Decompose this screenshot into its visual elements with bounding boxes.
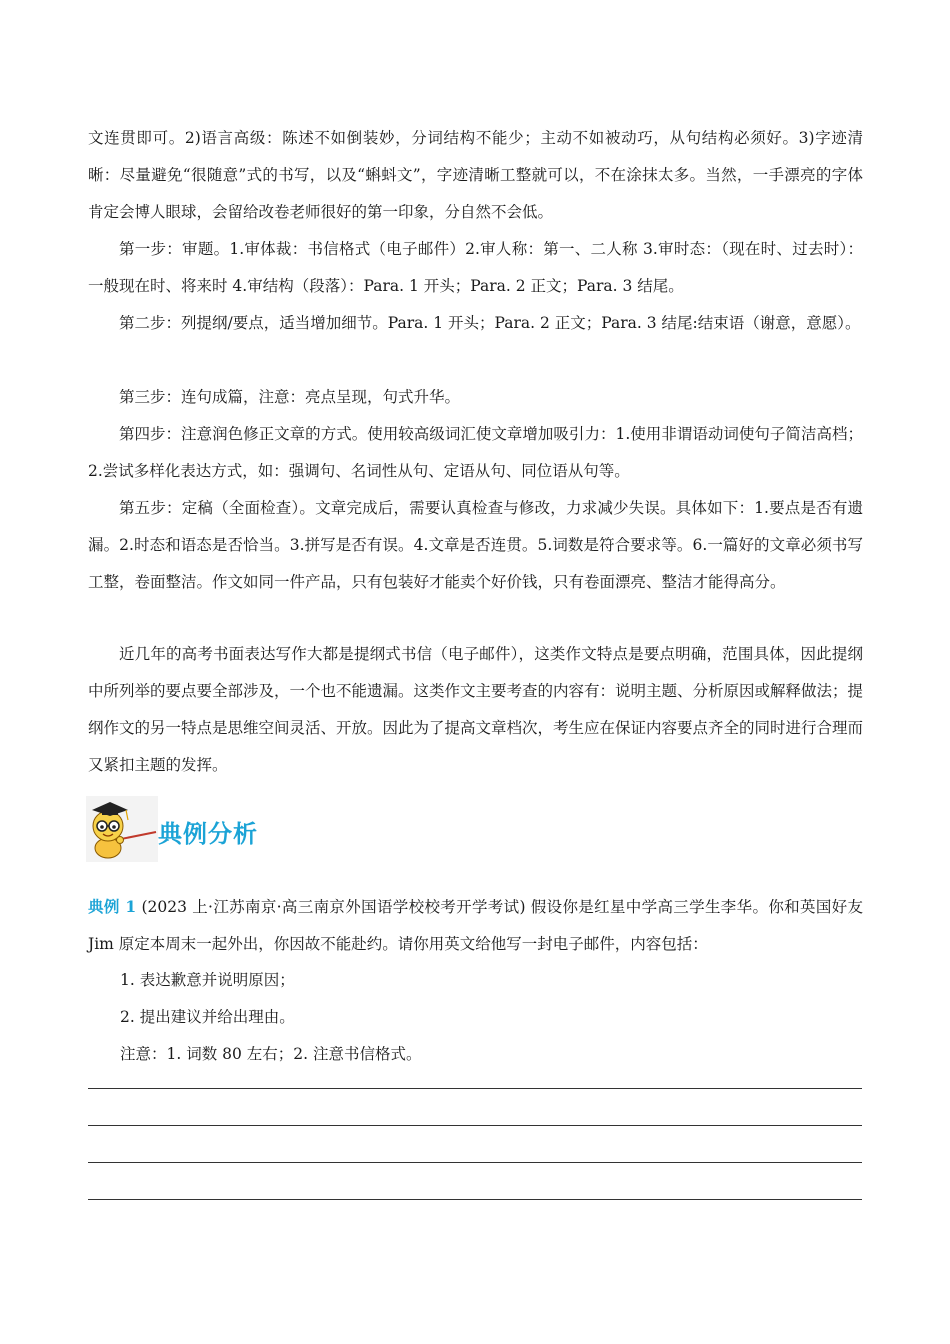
answer-line[interactable] — [88, 1199, 862, 1200]
example-text: (2023 上·江苏南京·高三南京外国语学校校考开学考试) 假设你是红星中学高三学生李华。你和英国好友 Jim 原定本周末一起外出，你因故不能赴约。请你用英文给他写一封电子邮件，内容包括： — [88, 898, 863, 953]
section-title: 典例分析 — [158, 820, 258, 848]
student-mascot-icon — [86, 796, 158, 862]
paragraph-step-three: 第三步：连句成篇，注意：亮点呈现，句式升华。 — [119, 388, 461, 406]
paragraph-step-four: 第四步：注意润色修正文章的方式。使用较高级词汇使文章增加吸引力：1.使用非谓语动词使句子简洁高档；2.尝试多样化表达方式，如：强调句、名词性从句、定语从句、同位语从句等。 — [88, 425, 863, 480]
paragraph-step-two: 第二步：列提纲/要点，适当增加细节。Para. 1 开头；Para. 2 正文；Para. 3 结尾:结束语（谢意，意愿）。 — [119, 314, 861, 332]
paragraph-writing-tips: 文连贯即可。2)语言高级：陈述不如倒装妙，分词结构不能少；主动不如被动巧，从句结构必须好。3)字迹清晰：尽量避免“很随意”式的书写，以及“蝌蚪文”，字迹清晰工整就可以，不在涂抹太多。当然，一手漂亮的字体肯定会博人眼球，会留给改卷老师很好的第一印象，分自然不会低。 — [88, 129, 863, 221]
paragraph-summary: 近几年的高考书面表达写作大都是提纲式书信（电子邮件），这类作文特点是要点明确，范围具体，因此提纲中所列举的要点要全部涉及，一个也不能遗漏。这类作文主要考查的内容有：说明主题、分析原因或解释做法；提纲作文的另一特点是思维空间灵活、开放。因此为了提高文章档次，考生应在保证内容要点齐全的同时进行合理而又紧扣主题的发挥。 — [88, 645, 864, 774]
example-note: 注意：1. 词数 80 左右；2. 注意书信格式。 — [120, 1045, 422, 1063]
example-question — [88, 888, 863, 963]
paragraph-step-five: 第五步：定稿（全面检查）。文章完成后，需要认真检查与修改，力求减少失误。具体如下：1.要点是否有遗漏。2.时态和语态是否恰当。3.拼写是否有误。4.文章是否连贯。5.词数是符合要求等。6.一篇好的文章必须书写工整，卷面整洁。作文如同一件产品，只有包装好才能卖个好价钱，只有卷面漂亮、整洁才能得高分。 — [88, 499, 863, 591]
answer-line[interactable] — [88, 1162, 862, 1163]
answer-line[interactable] — [88, 1088, 862, 1089]
paragraph-step-one: 第一步：审题。1.审体裁：书信格式（电子邮件）2.审人称：第一、二人称 3.审时态：（现在时、过去时）：一般现在时、将来时 4.审结构（段落）：Para. 1 开头；Para. 2 正文；Para. 3 结尾。 — [88, 240, 863, 295]
section-heading — [86, 796, 346, 862]
example-requirement-2: 2. 提出建议并给出理由。 — [120, 1008, 295, 1026]
example-requirement-1: 1. 表达歉意并说明原因； — [120, 971, 295, 989]
example-label: 典例 1 — [88, 897, 137, 916]
answer-line[interactable] — [88, 1125, 862, 1126]
